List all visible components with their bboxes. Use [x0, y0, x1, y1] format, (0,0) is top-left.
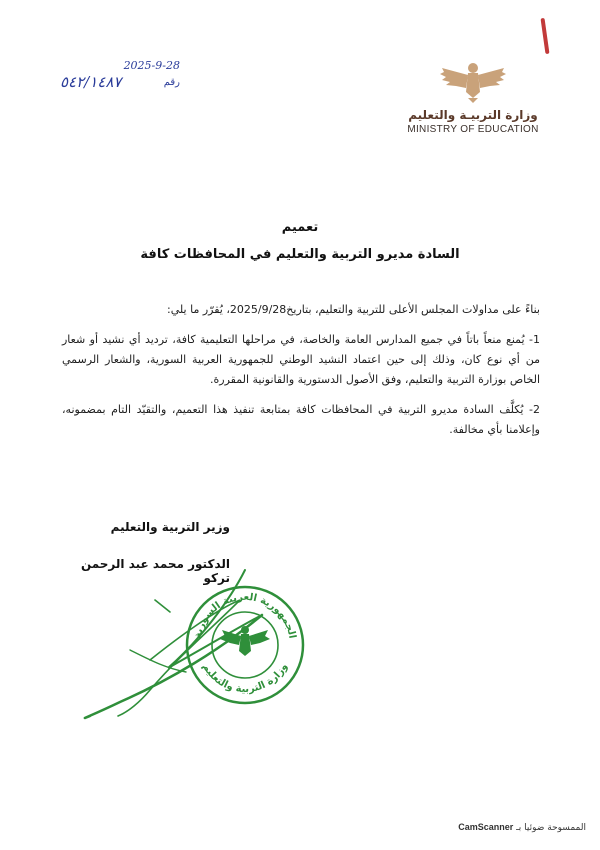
- number-label: رقم: [163, 77, 180, 88]
- stamp-eagle-icon: [220, 626, 270, 656]
- scanner-label: الممسوحة ضوئيا بـ: [516, 823, 586, 833]
- ministry-letterhead: [388, 58, 558, 135]
- reference-number-row: [60, 75, 180, 90]
- signer-title: وزير التربية والتعليم: [110, 520, 230, 534]
- document-body: [62, 300, 540, 450]
- svg-text:وزارة التربية والتعليم: [200, 662, 290, 695]
- scanner-app-name: CamScanner: [458, 822, 514, 832]
- ministry-name-arabic: وزارة التربيـة والتعليم: [408, 108, 538, 122]
- red-margin-mark: [541, 18, 550, 54]
- signature-scribble: [85, 570, 262, 718]
- stamp-top-text: الجمهورية العربية السورية: [192, 591, 298, 640]
- clause-1: 1- يُمنع منعاً باتاً في جميع المدارس العامة والخاصة، في مراحلها التعليمية كافة، ترديد أي نشيد أو شعار من أي نوع كان، وذلك إلى حين اعتماد النشيد الوطني للجمهورية العربية السورية، والشعار الرسمي الخاص بوزارة التربية والتعليم، وفق الأصول الدستورية والقانونية المقررة.: [62, 333, 540, 386]
- handwritten-number: ٥٤٢/١٤٨٧: [60, 73, 122, 91]
- document-type: تعميم: [281, 220, 319, 235]
- handwritten-reference: [60, 58, 180, 90]
- signer-name: الدكتور محمد عبد الرحمن تركو: [80, 557, 230, 585]
- scanner-watermark: [458, 822, 586, 833]
- handwritten-date: 2025-9-28: [123, 59, 180, 72]
- eagle-emblem-icon: [438, 58, 508, 104]
- clause-2: 2- يُكلَّف السادة مديرو التربية في المحافظات كافة بمتابعة تنفيذ هذا التعميم، والتقيّد التام بمضمونه، وإعلامنا بأي مخالفة.: [62, 403, 540, 436]
- addressee: السادة مديرو التربية والتعليم في المحافظات كافة: [140, 247, 460, 262]
- stamp-seal: [187, 587, 303, 703]
- svg-text:الجمهورية العربية السورية: [192, 592, 297, 640]
- stamp-bottom-text: وزارة التربية والتعليم: [200, 661, 290, 696]
- ministry-name-english: MINISTRY OF EDUCATION: [407, 124, 539, 135]
- intro-paragraph: بناءً على مداولات المجلس الأعلى للتربية والتعليم، بتاريخ2025/9/28، يُقرّر ما يلي:: [167, 303, 540, 316]
